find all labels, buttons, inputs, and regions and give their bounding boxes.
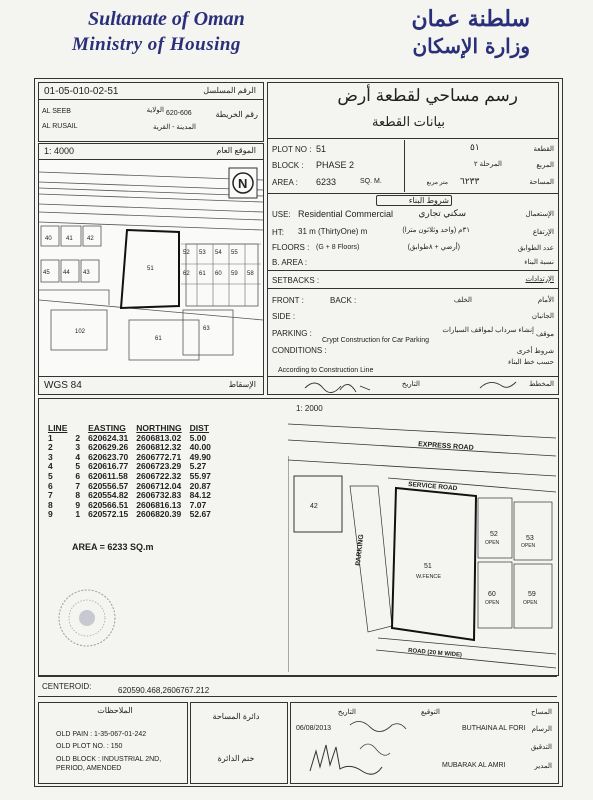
drafter-label-ar: الرسام — [531, 726, 552, 733]
side-label: SIDE : — [272, 312, 296, 321]
cell: 2606722.32 — [136, 470, 182, 481]
cell: 5.27 — [189, 461, 207, 472]
detail-plot-60-note: OPEN — [485, 600, 500, 606]
floors-value: (G + 8 Floors) — [316, 244, 360, 251]
cell: 8 — [48, 499, 53, 510]
drafter-name: BUTHAINA AL FORI — [462, 725, 526, 732]
cell: 8 — [75, 490, 81, 501]
cell: 40.00 — [189, 442, 211, 453]
cell: 620624.31 — [88, 432, 129, 443]
loc-plot-label: 53 — [199, 250, 206, 256]
cell: 4 — [75, 451, 81, 462]
loc-plot-label: 52 — [183, 250, 190, 256]
loc-plot-label: 44 — [63, 270, 70, 276]
old-pain-value: 1-35-067-01-242 — [94, 731, 147, 738]
floors-value-ar: (أرضي + ٨طوابق) — [407, 244, 460, 251]
plan-date-label-ar: التاريخ — [401, 381, 420, 388]
cell: 620616.77 — [88, 461, 129, 472]
barea-label: B. AREA : — [272, 258, 308, 267]
use-label-ar: الإستعمال — [525, 211, 554, 218]
signoff-date-ar: التاريخ — [337, 709, 356, 716]
detail-plot-51-note: W.FENCE — [416, 574, 442, 580]
loc-plot-label: 51 — [147, 266, 154, 272]
bottom-road-label: ROAD (20 M WIDE) — [407, 648, 463, 659]
checker-label-ar: التدقيق — [530, 744, 552, 751]
cell: 49.90 — [189, 451, 211, 462]
parking-label-ar: موقف — [536, 331, 554, 338]
floors-label: FLOORS : — [272, 243, 310, 252]
loc-plot-label: 43 — [83, 270, 90, 276]
back-label-ar: الخلف — [453, 297, 472, 304]
centroid-label: CENTEROID: — [42, 682, 92, 691]
detail-plot-60: 60 — [488, 591, 496, 598]
height-value-ar: ٣١م (واحد وثلاثون مترا) — [402, 227, 470, 234]
wilayat-label-ar: الولاية — [146, 107, 164, 114]
north-arrow-icon — [229, 168, 257, 198]
area-total: AREA = 6233 SQ.m — [72, 542, 154, 552]
cell: 2606812.32 — [136, 442, 182, 453]
cell: 1 — [75, 509, 81, 520]
floors-label-ar: عدد الطوابق — [517, 245, 554, 252]
loc-plot-label: 55 — [231, 250, 238, 256]
loc-plot-label: 54 — [215, 250, 222, 256]
planner-label-ar: المخطط — [528, 381, 554, 388]
col-header: DIST — [189, 423, 210, 433]
cell: 5 — [75, 461, 81, 472]
director-name: MUBARAK AL AMRI — [442, 762, 506, 769]
serial-number: 01-05-010-02-51 — [44, 86, 119, 97]
planner-signature — [300, 376, 550, 394]
plot-no: 51 — [316, 144, 327, 154]
projection-label-ar: الإسقاط — [228, 380, 256, 389]
cell: 7 — [75, 480, 81, 491]
loc-plot-label: 42 — [87, 236, 94, 242]
detail-plot-59-note: OPEN — [523, 600, 538, 606]
cell: 620556.57 — [88, 480, 129, 491]
loc-plot-label: 61 — [199, 271, 206, 277]
cell: 3 — [75, 442, 81, 453]
seal-stamp — [52, 586, 122, 650]
conditions-label-ar: شروط أخرى — [516, 348, 554, 355]
signatures — [300, 715, 460, 781]
location-map — [39, 160, 263, 376]
drafting-date: 06/08/2013 — [296, 725, 332, 732]
loc-plot-label: 59 — [231, 271, 238, 277]
org-name-en: Sultanate of Oman — [88, 8, 245, 30]
conditions-value-ar: حسب خط البناء — [507, 359, 554, 366]
cell: 620572.15 — [88, 509, 129, 520]
old-block — [56, 755, 176, 773]
block-value: PHASE 2 — [316, 160, 355, 170]
loc-plot-label: 62 — [183, 271, 190, 277]
parking-label: PARKING : — [272, 329, 312, 338]
cell: 620629.26 — [88, 442, 129, 453]
survey-dept-ar: دائرة المساحة — [212, 712, 260, 721]
old-pain-label: OLD PAIN : — [56, 731, 93, 738]
use-label: USE: — [272, 210, 291, 219]
detail-plot-42: 42 — [310, 503, 318, 510]
detail-map — [288, 416, 556, 672]
cell: 2 — [48, 442, 53, 453]
document-title-ar: رسم مساحي لقطعة أرض — [337, 86, 518, 105]
cell: 620566.51 — [88, 499, 129, 510]
cell: 6 — [75, 470, 81, 481]
detail-plot-53: 53 — [526, 535, 534, 542]
parking-label-map: PARKING — [355, 533, 366, 567]
cell: 4 — [48, 461, 53, 472]
plot-no-label-ar: القطعة — [533, 146, 554, 153]
cell: 84.12 — [189, 490, 211, 501]
cell: 52.67 — [189, 509, 211, 520]
side-label-ar: الجانبان — [531, 313, 554, 320]
notes-title-ar: الملاحظات — [97, 706, 133, 715]
block-label-ar: المربع — [536, 162, 554, 169]
service-road-label: SERVICE ROAD — [407, 481, 458, 493]
ministry-name-ar: وزارة الإسكان — [412, 34, 530, 58]
conditions-label: CONDITIONS : — [272, 346, 327, 355]
cell: 5 — [48, 470, 53, 481]
cell: 20.87 — [189, 480, 211, 491]
col-header: LINE — [48, 423, 68, 433]
plot-no-ar: ٥١ — [470, 142, 480, 152]
area-label: AREA : — [272, 178, 298, 187]
svg-text:N: N — [238, 176, 248, 191]
height-label-ar: الإرتفاع — [532, 229, 554, 236]
detail-plot-53-note: OPEN — [521, 543, 536, 549]
org-name-ar: سلطنة عمان — [411, 6, 530, 32]
serial-label-ar: الرقم المسلسل — [203, 86, 256, 95]
old-block-value: INDUSTRIAL 2ND, PERIOD, AMENDED — [56, 756, 162, 772]
surveyor-label-ar: المساح — [530, 709, 552, 716]
detail-map-scale: 1: 2000 — [296, 404, 323, 413]
front-label-ar: الأمام — [537, 297, 554, 304]
cell: 2 — [75, 432, 81, 443]
loc-plot-label: 63 — [203, 326, 210, 332]
front-label: FRONT : — [272, 296, 304, 305]
map-number-label-ar: رقم الخريطة — [215, 110, 258, 119]
director-label-ar: المدير — [534, 763, 552, 770]
centroid-value: 620590.468,2606767.212 — [118, 686, 210, 695]
detail-plot-52-note: OPEN — [485, 540, 500, 546]
ministry-name-en: Ministry of Housing — [72, 34, 241, 55]
cell: 2606820.39 — [136, 509, 182, 520]
detail-plot-59: 59 — [528, 591, 536, 598]
area-label-ar: المساحة — [529, 179, 554, 186]
cell: 2606772.71 — [136, 451, 182, 462]
loc-plot-label: 40 — [45, 236, 52, 242]
cell: 2606732.83 — [136, 490, 182, 501]
cell: 620611.58 — [88, 470, 128, 481]
setbacks-label-ar: الإرتدادات — [525, 276, 554, 283]
table-row — [44, 510, 215, 520]
cell: 620554.82 — [88, 490, 129, 501]
barea-label-ar: نسبة البناء — [524, 259, 554, 266]
cell: 2606723.29 — [136, 461, 182, 472]
cell: 3 — [48, 451, 53, 462]
cell: 2606816.13 — [136, 499, 182, 510]
parking-value: Crypt Construction for Car Parking — [322, 337, 429, 344]
use-value: Residential Commercial — [298, 209, 394, 219]
area-unit: SQ. M. — [360, 178, 382, 185]
location-map-scale: 1: 4000 — [44, 146, 75, 156]
back-label: BACK : — [330, 296, 357, 305]
cell: 9 — [75, 499, 81, 510]
cell: 9 — [48, 509, 53, 520]
cell: 2606712.04 — [136, 480, 182, 491]
height-label: HT: — [272, 228, 284, 237]
building-conditions-title-ar: شروط البناء — [376, 195, 452, 206]
parking-value-ar: إنشاء سرداب لمواقف السيارات — [442, 327, 534, 334]
location-map-label-ar: الموقع العام — [216, 146, 256, 155]
loc-plot-label: 58 — [247, 271, 254, 277]
old-plot — [56, 743, 122, 750]
express-road-label: EXPRESS ROAD — [417, 441, 474, 452]
village-value: AL RUSAIL — [42, 123, 78, 130]
cell: 6 — [48, 480, 53, 491]
map-number: 620-606 — [166, 110, 192, 117]
cell: 55.97 — [189, 470, 211, 481]
area-unit-ar: متر مربع — [426, 180, 448, 186]
block-value-ar: المرحلة ٢ — [473, 161, 502, 168]
section-title-ar: بيانات القطعة — [372, 114, 445, 129]
projection: WGS 84 — [44, 380, 82, 391]
loc-plot-label: 45 — [43, 270, 50, 276]
wilayat-value: AL SEEB — [42, 108, 71, 115]
village-label-ar: المدينة - القرية — [152, 124, 196, 131]
coordinates-table — [44, 424, 215, 520]
use-value-ar: سكني تجاري — [418, 208, 466, 218]
cell: 620623.70 — [88, 451, 129, 462]
cell: 5.00 — [189, 432, 207, 443]
old-plot-label: OLD PLOT NO. : — [56, 743, 109, 750]
col-header: NORTHING — [136, 423, 182, 433]
col-header: EASTING — [88, 423, 126, 433]
conditions-value: According to Construction Line — [278, 367, 374, 374]
setbacks-label: SETBACKS : — [272, 276, 320, 285]
loc-plot-label: 60 — [215, 271, 222, 277]
old-block-label: OLD BLOCK : — [56, 756, 100, 763]
area-value-ar: ٦٢٣٣ — [460, 176, 480, 186]
loc-plot-label: 41 — [66, 236, 73, 242]
old-pain — [56, 731, 146, 738]
detail-plot-51: 51 — [424, 563, 432, 570]
dept-seal-ar: ختم الدائرة — [217, 754, 255, 763]
signoff-sign-ar: التوقيع — [421, 709, 440, 716]
block-label: BLOCK : — [272, 161, 304, 170]
cell: 7.07 — [189, 499, 207, 510]
cell: 1 — [48, 432, 53, 443]
detail-plot-52: 52 — [490, 531, 498, 538]
loc-plot-label: 102 — [75, 329, 86, 335]
area-value: 6233 — [316, 177, 337, 187]
plot-no-label: PLOT NO : — [272, 145, 312, 154]
old-plot-value: 150 — [110, 743, 123, 750]
cell: 2606813.02 — [136, 432, 182, 443]
height-value: 31 m (ThirtyOne) m — [298, 227, 368, 236]
cell: 7 — [48, 490, 53, 501]
loc-plot-label: 61 — [155, 336, 162, 342]
